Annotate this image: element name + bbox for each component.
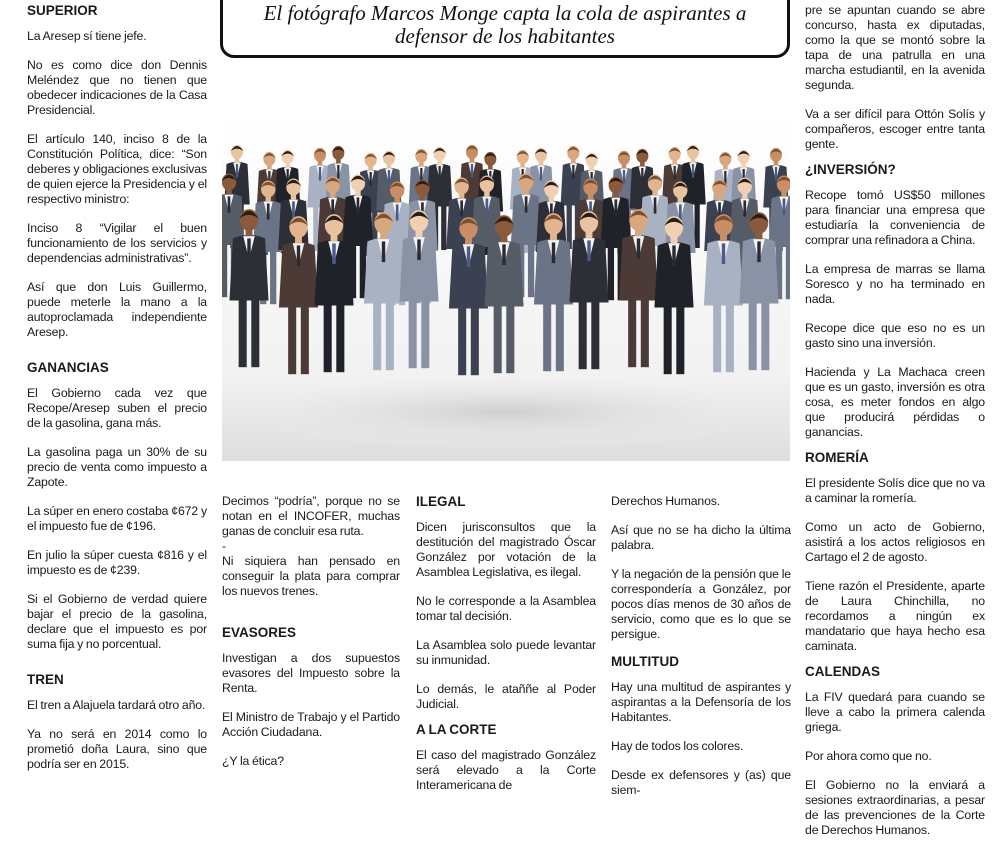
paragraph: Inciso 8 “Vigilar el buen funcionamiento de los servicios y dependencias administrativas”. bbox=[27, 221, 207, 265]
paragraph: Por ahora como que no. bbox=[805, 749, 932, 763]
section-heading-evasores: EVASORES bbox=[222, 625, 297, 640]
column-2 bbox=[222, 494, 400, 783]
paragraph: El Ministro de Trabajo y el Partido Acción Ciudadana. bbox=[222, 710, 400, 739]
paragraph: Derechos Humanos. bbox=[611, 494, 721, 508]
paragraph: En julio la súper cuesta ¢816 y el impuesto es de ¢239. bbox=[27, 548, 207, 577]
paragraph: Desde ex defensores y (as) que siem- bbox=[611, 768, 791, 797]
section-heading-a-la-corte: A LA CORTE bbox=[416, 722, 497, 737]
paragraph: Hay de todos los colores. bbox=[611, 739, 744, 753]
paragraph: Tiene razón el Presidente, aparte de Laura Chinchilla, no recordamos a ningún ex mandatario que haya hecho esa caminata. bbox=[805, 579, 985, 653]
column-3 bbox=[416, 494, 596, 807]
section-heading-calendas: CALENDAS bbox=[805, 664, 881, 679]
paragraph: La súper en enero costaba ¢672 y el impuesto fue de ¢196. bbox=[27, 504, 207, 533]
paragraph: Lo demás, le ataññe al Poder Judicial. bbox=[416, 682, 596, 711]
paragraph: ¿Y la ética? bbox=[222, 754, 284, 768]
paragraph: Dicen jurisconsultos que la destitución del magistrado Óscar González por votación de la Asamblea Legislativa, es ilegal. bbox=[416, 520, 596, 579]
column-4 bbox=[611, 494, 791, 812]
paragraph: El Gobierno no la enviará a sesiones extraordinarias, a pesar de las prevenciones de la Corte de Derechos Humanos. bbox=[805, 778, 985, 837]
column-1 bbox=[27, 3, 207, 786]
paragraph: Si el Gobierno de verdad quiere bajar el precio de la gasolina, declare que el impuesto es por suma fija y no porcentual. bbox=[27, 592, 207, 651]
paragraph: No le corresponde a la Asamblea tomar tal decisión. bbox=[416, 594, 596, 623]
section-heading-romeria: ROMERÍA bbox=[805, 450, 869, 465]
section-heading-superior: SUPERIOR bbox=[27, 3, 98, 18]
paragraph: Así que don Luis Guillermo, puede meterle la mano a la autoproclamada independiente Aresep. bbox=[27, 280, 207, 339]
paragraph: La gasolina paga un 30% de su precio de venta como impuesto a Zapote. bbox=[27, 445, 207, 489]
paragraph: Decimos “podría”, porque no se notan en el INCOFER, muchas ganas de concluir esa ruta. bbox=[222, 494, 400, 538]
photo-caption: El fotógrafo Marcos Monge capta la cola de aspirantes a defensor de los habitantes bbox=[263, 1, 747, 48]
column-5 bbox=[805, 3, 985, 852]
paragraph: La empresa de marras se llama Soresco y no ha terminado en nada. bbox=[805, 262, 985, 306]
crowd-photo bbox=[222, 112, 790, 461]
section-heading-multitud: MULTITUD bbox=[611, 654, 679, 669]
paragraph: Ni siquiera han pensado en conseguir la plata para comprar los nuevos trenes. bbox=[222, 554, 400, 598]
paragraph: Ya no será en 2014 como lo prometió doña Laura, sino que podría ser en 2015. bbox=[27, 727, 207, 771]
section-heading-tren: TREN bbox=[27, 672, 64, 687]
paragraph: Y la negación de la pensión que le correspondería a González, por pocos días menos de 30 años de servicio, como que es lo que se persigue. bbox=[611, 567, 791, 641]
paragraph: El presidente Solís dice que no va a caminar la romería. bbox=[805, 476, 985, 505]
paragraph: No es como dice don Dennis Meléndez que no tienen que obedecer indicaciones de la Casa Presidencial. bbox=[27, 58, 207, 117]
paragraph: Hay una multitud de aspirantes y aspirantas a la Defensoría de los Habitantes. bbox=[611, 680, 791, 724]
section-heading-inversion: ¿INVERSIÓN? bbox=[805, 162, 896, 177]
paragraph: Va a ser difícil para Ottón Solís y compañeros, escoger entre tanta gente. bbox=[805, 107, 985, 151]
paragraph: La Asamblea solo puede levantar su inmunidad. bbox=[416, 638, 596, 667]
paragraph: El Gobierno cada vez que Recope/Aresep suben el precio de la gasolina, gana más. bbox=[27, 386, 207, 430]
paragraph: Investigan a dos supuestos evasores del Impuesto sobre la Renta. bbox=[222, 651, 400, 695]
paragraph: La Aresep sí tiene jefe. bbox=[27, 29, 147, 43]
paragraph: Como un acto de Gobierno, asistirá a los actos religiosos en Cartago el 2 de agosto. bbox=[805, 520, 985, 564]
paragraph: Así que no se ha dicho la última palabra. bbox=[611, 523, 791, 552]
paragraph: Recope tomó US$50 millones para financiar una empresa que estudiaría la conveniencia de comprar una refinadora a China. bbox=[805, 188, 985, 247]
paragraph: El artículo 140, inciso 8 de la Constitución Política, dice: “Son deberes y obligaciones exclusivas de quien ejerce la Presidencia y el respectivo ministro: bbox=[27, 132, 207, 206]
section-heading-ganancias: GANANCIAS bbox=[27, 360, 109, 375]
section-heading-ilegal: ILEGAL bbox=[416, 494, 466, 509]
paragraph: pre se apuntan cuando se abre concurso, hasta ex diputadas, como la que se montó sobre la tapa de una patrulla en una marcha estudiantil, en la avenida segunda. bbox=[805, 3, 985, 92]
paragraph: El caso del magistrado González será elevado a la Corte Interamericana de bbox=[416, 748, 596, 792]
separator-dash: - bbox=[222, 539, 226, 553]
paragraph: La FIV quedará para cuando se lleve a cabo la primera calenda griega. bbox=[805, 690, 985, 734]
paragraph: El tren a Alajuela tardará otro año. bbox=[27, 698, 206, 712]
paragraph: Hacienda y La Machaca creen que es un gasto, inversión es otra cosa, es meter fondos en algo que producirá pérdidas o ganancias. bbox=[805, 365, 985, 439]
paragraph: Recope dice que eso no es un gasto sino una inversión. bbox=[805, 321, 985, 350]
